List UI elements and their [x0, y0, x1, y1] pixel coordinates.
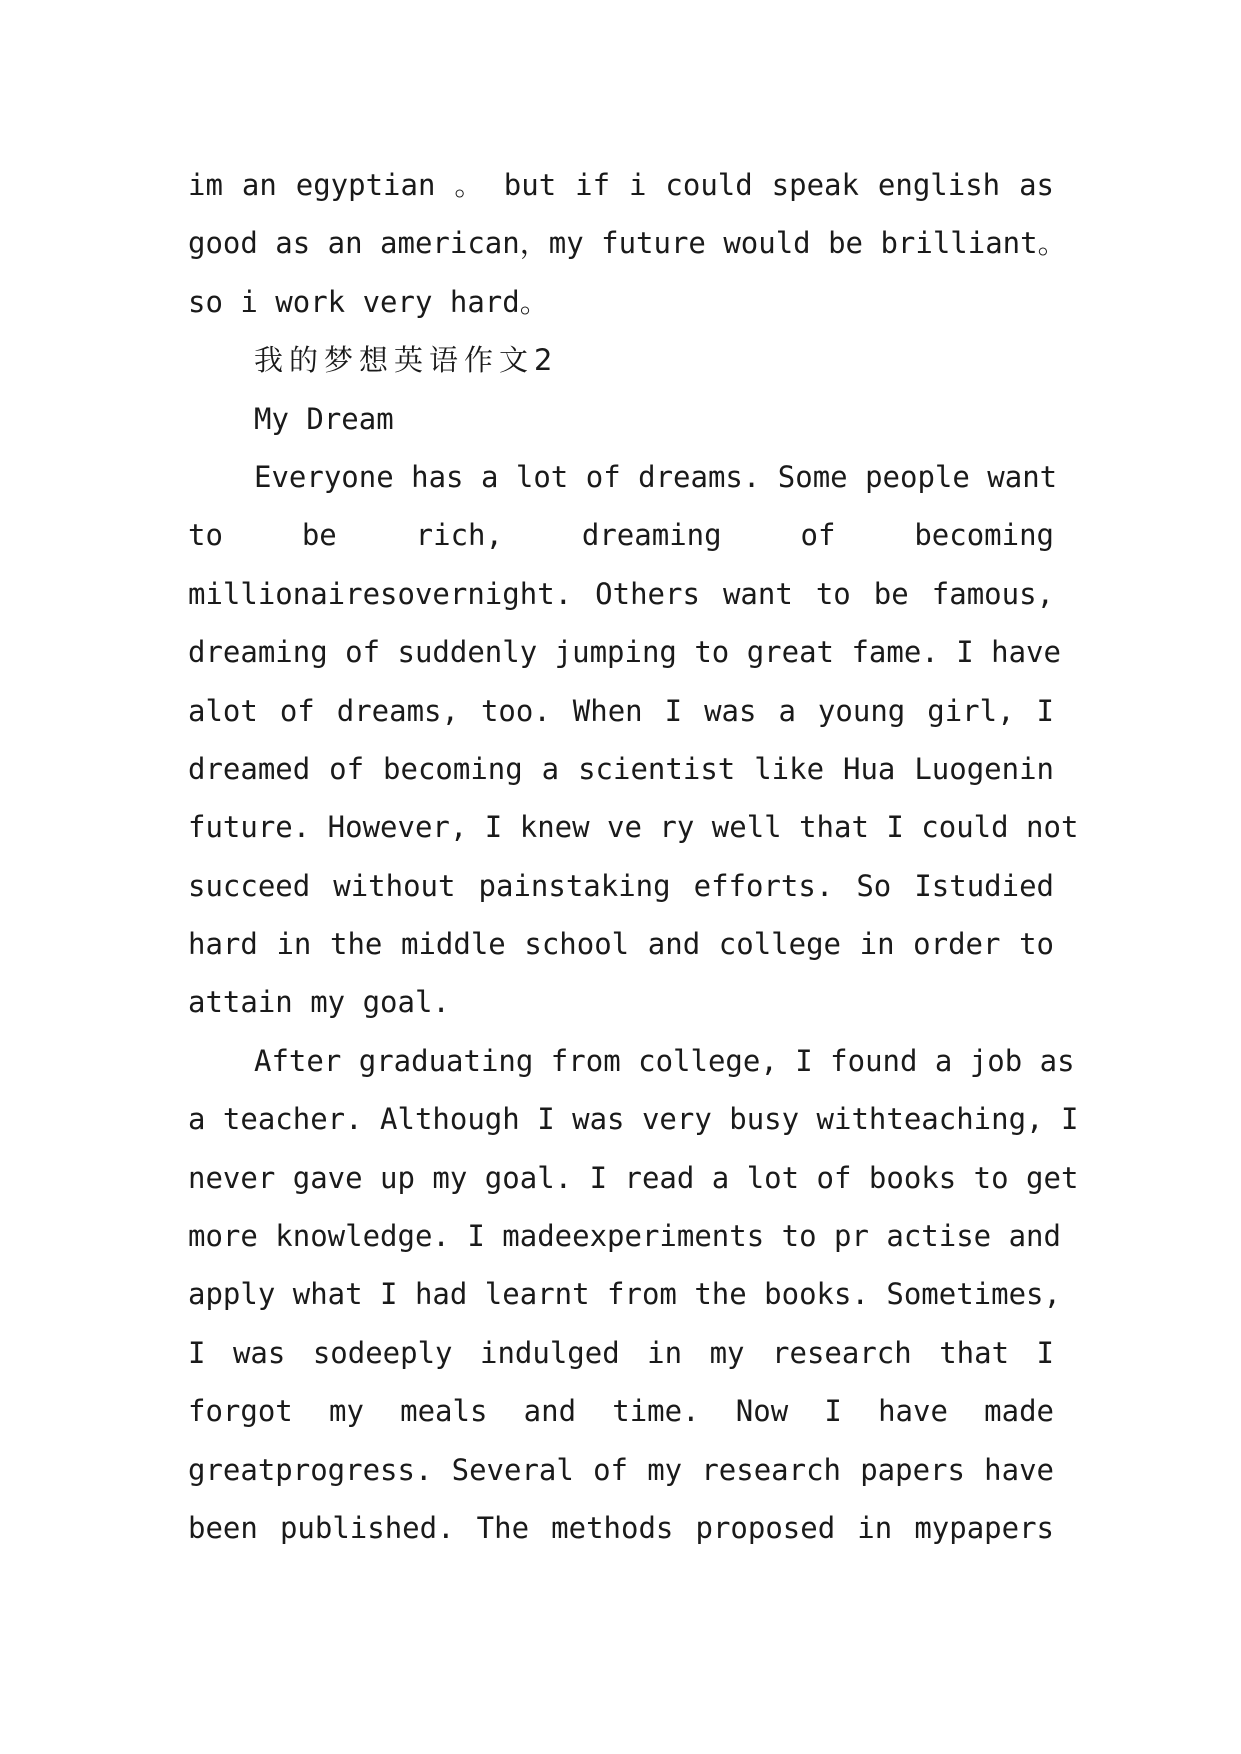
- text-line: dreaming of suddenly jumping to great fame. I have: [188, 635, 1061, 670]
- text-line: been published. The methods proposed in mypapers: [188, 1510, 1054, 1545]
- text-line: greatprogress. Several of my research papers have: [188, 1452, 1054, 1487]
- text-line: After graduating from college, I found a job as: [254, 1043, 1075, 1078]
- section-heading: 我的梦想英语作文2: [254, 343, 559, 378]
- text-line: dreamed of becoming a scientist like Hua Luogenin: [188, 751, 1054, 786]
- text-line: alot of dreams, too. When I was a young girl, I: [188, 693, 1054, 728]
- document-page: [188, 156, 1079, 1557]
- text-line: succeed without painstaking efforts. So Istudied: [188, 868, 1054, 903]
- text-line: good as an american，my future would be brilliant。: [188, 226, 1067, 261]
- text-line: attain my goal.: [188, 985, 450, 1020]
- text-line: Everyone has a lot of dreams. Some people want: [254, 459, 1058, 494]
- text-line: more knowledge. I madeexperiments to pr actise and: [188, 1219, 1061, 1254]
- text-line: hard in the middle school and college in order to: [188, 927, 1054, 962]
- text-line: apply what I had learnt from the books. Sometimes,: [188, 1277, 1061, 1312]
- text-line: future. However, I knew ve ry well that I could not: [188, 810, 1079, 845]
- text-line: forgot my meals and time. Now I have made: [188, 1394, 1054, 1429]
- text-line: millionairesovernight. Others want to be famous,: [188, 576, 1054, 611]
- text-line: I was sodeeply indulged in my research that I: [188, 1335, 1054, 1370]
- text-line: never gave up my goal. I read a lot of books to get: [188, 1160, 1079, 1195]
- text-line: im an egyptian 。 but if i could speak english as: [188, 168, 1054, 202]
- text-line: to be rich, dreaming of becoming: [188, 518, 1054, 553]
- text-line: a teacher. Although I was very busy withteaching, I: [188, 1102, 1079, 1137]
- essay-title: My Dream: [254, 401, 394, 436]
- text-line: so i work very hard。: [188, 284, 549, 319]
